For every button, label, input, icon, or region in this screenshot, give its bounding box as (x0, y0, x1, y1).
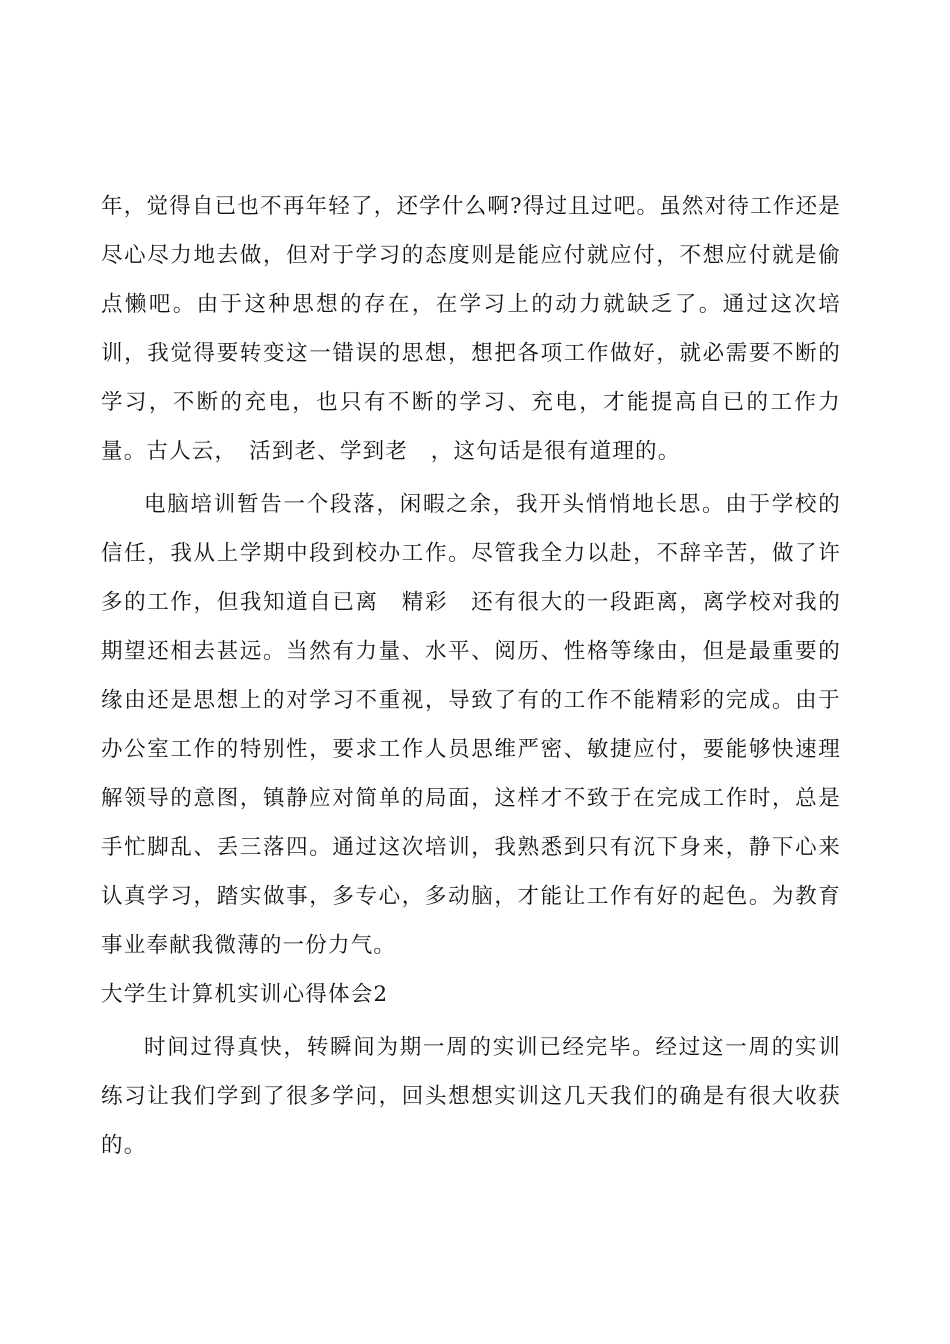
document-body (101, 182, 841, 1170)
paragraph-2: 电脑培训暂告一个段落，闲暇之余，我开头悄悄地长思。由于学校的信任，我从上学期中段到校办工作。尽管我全力以赴，不辞辛苦，做了许多的工作，但我知道自已离 精彩 还有很大的一段距离，离学校对我的期望还相去甚远。当然有力量、水平、阅历、性格等缘由，但是最重要的缘由还是思想上的对学习不重视，导致了有的工作不能精彩的完成。由于办公室工作的特别性，要求工作人员思维严密、敏捷应付，要能够快速理解领导的意图，镇静应对简单的局面，这样才不致于在完成工作时，总是手忙脚乱、丢三落四。通过这次培训，我熟悉到只有沉下身来，静下心来认真学习，踏实做事，多专心，多动脑，才能让工作有好的起色。为教育事业奉献我微薄的一份力气。 (101, 492, 841, 958)
paragraph-1: 年，觉得自已也不再年轻了，还学什么啊?得过且过吧。虽然对待工作还是尽心尽力地去做，但对于学习的态度则是能应付就应付，不想应付就是偷点懒吧。由于这种思想的存在，在学习上的动力就缺乏了。通过这次培训，我觉得要转变这一错误的思想，想把各项工作做好，就必需要不断的学习，不断的充电，也只有不断的学习、充电，才能提高自已的工作力量。古人云， 活到老、学到老 ，这句话是很有道理的。 (101, 194, 841, 464)
section-heading: 大学生计算机实训心得体会2 (101, 982, 389, 1007)
paragraph-3: 时间过得真快，转瞬间为期一周的实训已经完毕。经过这一周的实训练习让我们学到了很多学问，回头想想实训这几天我们的确是有很大收获的。 (101, 1035, 841, 1158)
